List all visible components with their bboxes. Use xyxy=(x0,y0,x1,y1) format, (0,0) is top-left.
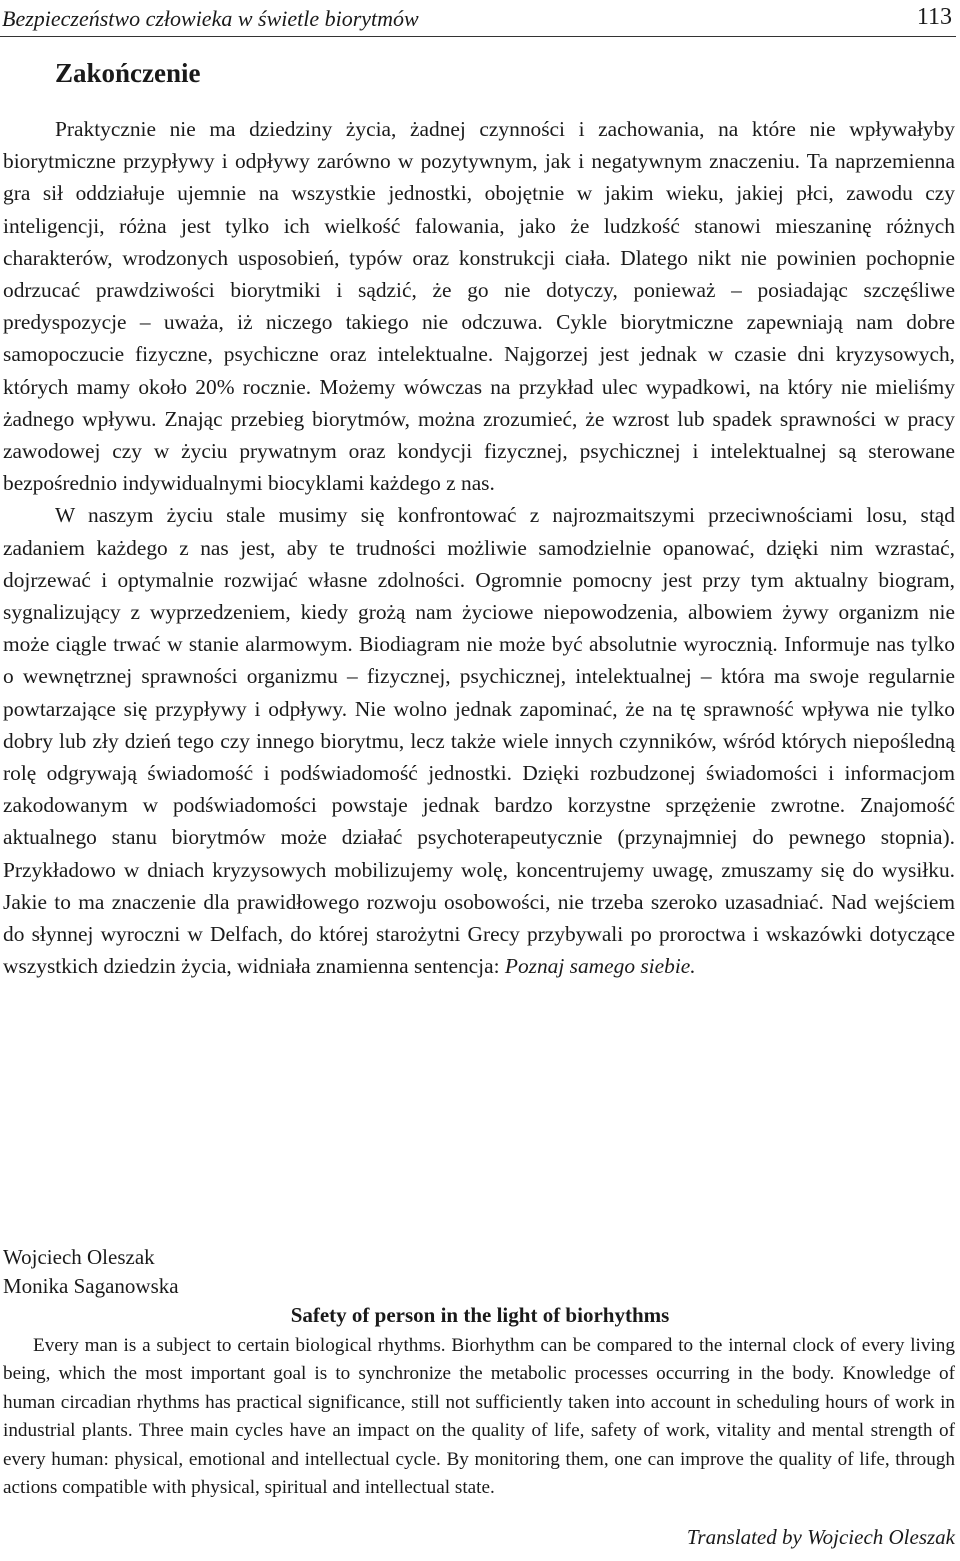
author-name: Wojciech Oleszak xyxy=(3,1245,155,1269)
closing-quote: Poznaj samego siebie. xyxy=(504,954,696,979)
author-name: Monika Saganowska xyxy=(3,1274,179,1298)
page-number: 113 xyxy=(916,4,952,30)
section-title: Zakończenie xyxy=(55,58,201,88)
paragraph-2-text: W naszym życiu stale musimy się konfrontować z najrozmaitszymi przeciwnościami losu, stąd zadaniem każdego z nas jest, aby te trudności możliwie samodzielnie opanować, dzięki nim wzrastać, dojrzewać i optymalnie rozwijać własne zdolności. Ogromnie pomocny jest przy tym aktualny biogram, sygnalizujący z wyprzedzeniem, kiedy grożą nam życiowe niepowodzenia, albowiem żywy organizm nie może ciągle trwać w stanie alarmowym. Biodiagram nie może być absolutnie wyrocznią. Informuje nas tylko o wewnętrznej sprawności organizmu – fizycznej, psychicznej, intelektualnej – która ma swoje regularnie powtarzające się przypływy i odpływy. Nie wolno jednak zapominać, że na tę sprawność wpływa nie tylko dobry lub zły dzień tego czy innego biorytmu, lecz także wiele innych czynników, wśród których niepośledną rolę odgrywają świadomość i podświadomość jednostki. Dzięki rozbudzonej świadomości i informacjom zakodowanym w podświadomości powstaje jednak bardzo korzystne sprzężenie zwrotne. Znajomość aktualnego stanu biorytmów może działać psychoterapeutycznie (przynajmniej do pewnego stopnia). Przykładowo w dniach kryzysowych mobilizujemy wolę, koncentrujemy uwagę, zmuszamy się do wysiłku. Jakie to ma znaczenie dla prawidłowego rozwoju osobowości, nie trzeba szeroko uzasadniać. Nad wejściem do słynnej wyroczni w Delfach, do której starożytni Grecy przybywali po proroctwa i wskazówki dotyczące wszystkich dziedzin życia, widniała znamienna sentencja: xyxy=(3,503,955,979)
section-body xyxy=(3,113,955,982)
translator-credit: Translated by Wojciech Oleszak xyxy=(686,1525,955,1549)
paragraph-2 xyxy=(3,499,955,982)
summary-title: Safety of person in the light of biorhythms xyxy=(290,1303,670,1327)
paragraph-1: Praktycznie nie ma dziedziny życia, żadnej czynności i zachowania, na które nie wpływałyby biorytmiczne przypływy i odpływy zarówno w pozytywnym, jak i negatywnym znaczeniu. Ta naprzemienna gra sił oddziałuje ujemnie na wszystkie jednostki, obojętnie w jakim wieku, jakiej płci, zawodu czy inteligencji, różna jest tylko ich wielkość falowania, jako że ludzkość stanowi mieszaninę różnych charakterów, wrodzonych usposobień, typów oraz konstrukcji ciała. Dlatego nikt nie powinien pochopnie odrzucać prawdziwości biorytmiki i sądzić, że go nie dotyczy, ponieważ – posiadając szczęśliwe predyspozycje – uważa, iż niczego takiego nie odczuwa. Cykle biorytmiczne zapewniają nam dobre samopoczucie fizyczne, psychiczne oraz intelektualne. Najgorzej jest jednak w czasie dni kryzysowych, których mamy około 20% rocznie. Możemy wówczas na przykład ulec wypadkowi, na który nie mieliśmy żadnego wpływu. Znając przebieg biorytmów, można zrozumieć, że wzrost lub spadek sprawności w pracy zawodowej czy w życiu prywatnym oraz kondycji fizycznej, psychicznej i intelektualnej są sterowane bezpośrednio indywidualnymi biocyklami każdego z nas. xyxy=(3,117,955,496)
running-header xyxy=(0,2,956,37)
running-title: Bezpieczeństwo człowieka w świetle biorytmów xyxy=(2,6,419,31)
summary-text: Every man is a subject to certain biological rhythms. Biorhythm can be compared to the internal clock of every living being, which the most important goal is to synchronize the metabolic processes occurring in the body. Knowledge of human circadian rhythms has practical significance, still not sufficiently taken into account in scheduling hours of work in industrial plants. Three main cycles have an impact on the quality of life, safety of work, vitality and mental strength of every human: physical, emotional and intellectual cycle. By monitoring them, one can improve the quality of life, through actions compatible with physical, spiritual and intellectual state. xyxy=(3,1335,955,1499)
